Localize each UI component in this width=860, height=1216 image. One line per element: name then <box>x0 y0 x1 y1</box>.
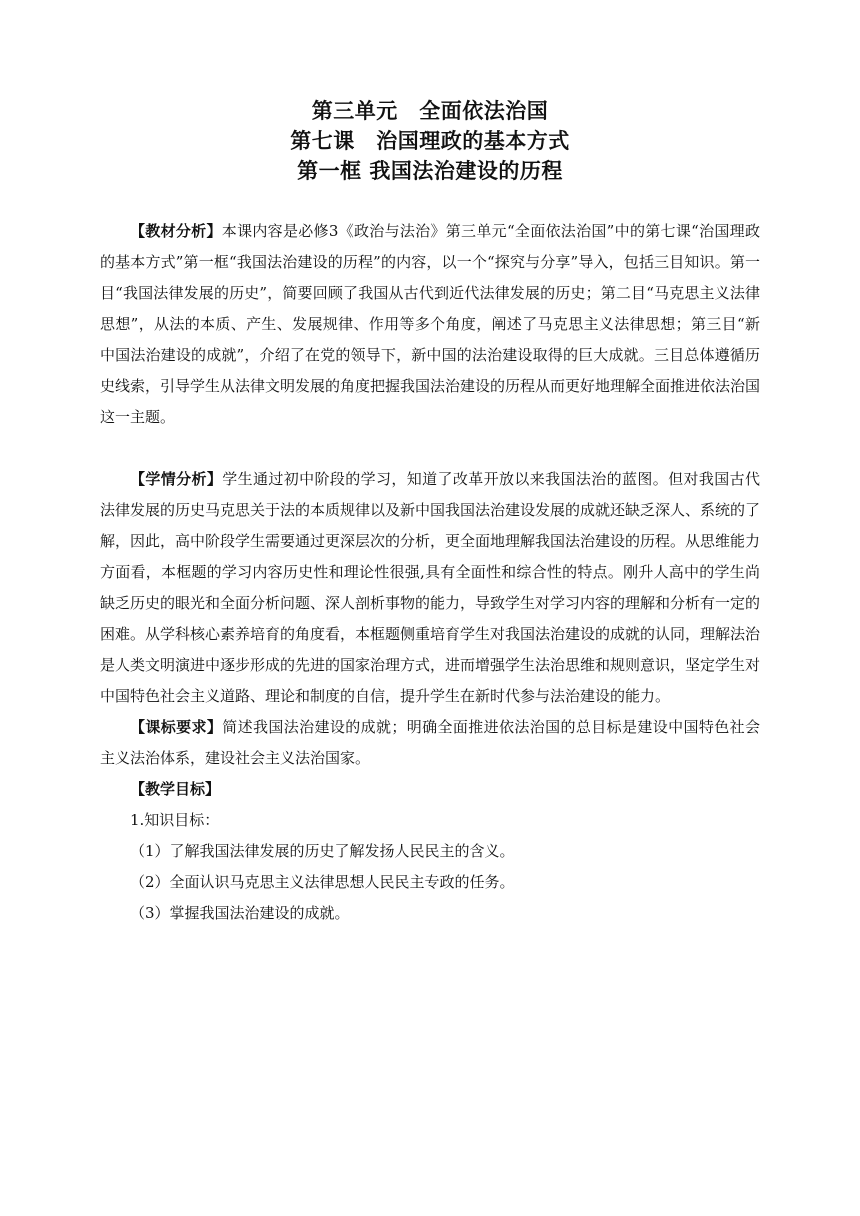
learner-analysis-body: 学生通过初中阶段的学习，知道了改革开放以来我国法治的蓝图。但对我国古代法律发展的历史马克思关于法的本质规律以及新中国我国法治建设发展的成就还缺乏深人、系统的了解，因此，高中阶段学生需要通过更深层次的分析，更全面地理解我国法治建设的历程。从思维能力方面看，本框题的学习内容历史性和理论性很强,具有全面性和综合性的特点。刚升人高中的学生尚缺乏历史的眼光和全面分析问题、深人剖析事物的能力，导致学生对学习内容的理解和分析有一定的困难。从学科核心素养培育的角度看，本框题侧重培育学生对我国法治建设的成就的认同，理解法治是人类文明演进中逐步形成的先进的国家治理方式，进而增强学生法治思维和规则意识，坚定学生对中国特色社会主义道路、理论和制度的自信，提升学生在新时代参与法治建设的能力。 <box>100 470 761 705</box>
learner-analysis-paragraph <box>100 464 760 712</box>
textbook-analysis-body: 本课内容是必修3《政治与法治》第三单元“全面依法治国”中的第七课“治国理政的基本方式”第一框“我国法治建设的历程”的内容，以一个“探究与分享”导入，包括三目知识。第一目“我国法律发展的历史”，简要回顾了我国从古代到近代法律发展的历史；第二目“马克思主义法律思想”，从法的本质、产生、发展规律、作用等多个角度，阐述了马克思主义法律思想；第三目“新中国法治建设的成就”，介绍了在党的领导下，新中国的法治建设取得的巨大成就。三目总体遵循历史线索，引导学生从法律文明发展的角度把握我国法治建设的历程从而更好地理解全面推进依法治国这一主题。 <box>100 222 761 426</box>
textbook-analysis-heading: 【教材分析】 <box>130 222 222 240</box>
document-page <box>100 96 760 929</box>
title-block <box>100 96 760 186</box>
learner-analysis-heading: 【学情分析】 <box>130 470 223 488</box>
curriculum-standard-paragraph <box>100 712 760 774</box>
teaching-goals-heading: 【教学目标】 <box>130 780 221 798</box>
curriculum-standard-heading: 【课标要求】 <box>130 718 223 736</box>
textbook-analysis-paragraph <box>100 216 760 433</box>
knowledge-goal-label: 1.知识目标： <box>130 811 220 829</box>
frame-title: 第一框 我国法治建设的历程 <box>297 159 563 183</box>
knowledge-goal-item: （2）全面认识马克思主义法律思想人民民主专政的任务。 <box>130 873 515 891</box>
paragraph-gap <box>100 433 760 464</box>
knowledge-goal-item: （3）掌握我国法治建设的成就。 <box>130 904 350 922</box>
lesson-title: 第七课 治国理政的基本方式 <box>290 129 570 153</box>
knowledge-goal-item: （1）了解我国法律发展的历史了解发扬人民民主的含义。 <box>130 842 515 860</box>
unit-title: 第三单元 全面依法治国 <box>311 99 549 123</box>
curriculum-standard-body: 简述我国法治建设的成就；明确全面推进依法治国的总目标是建设中国特色社会主义法治体系，建设社会主义法治国家。 <box>100 718 760 767</box>
